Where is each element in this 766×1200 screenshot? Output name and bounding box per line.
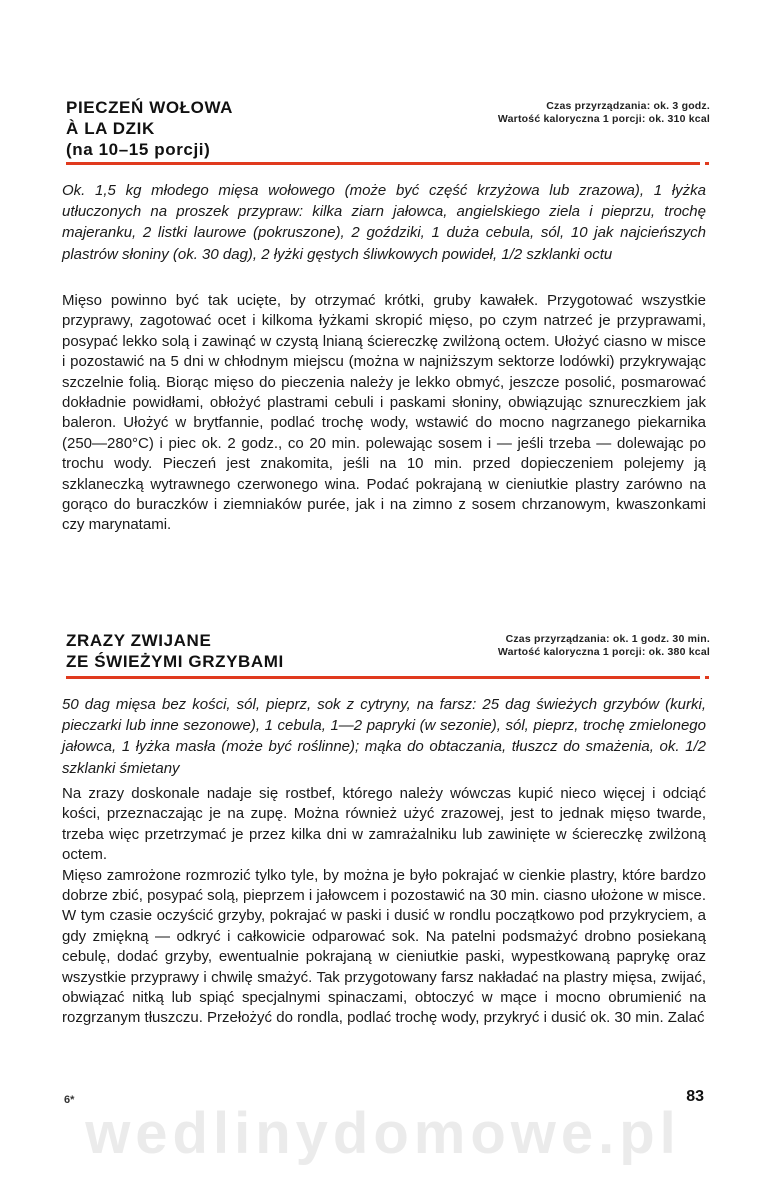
watermark: wedlinydomowe.pl bbox=[85, 1101, 681, 1166]
recipe-portions: (na 10–15 porcji) bbox=[66, 140, 211, 159]
red-divider-rule bbox=[66, 676, 700, 679]
page-number: 83 bbox=[686, 1088, 704, 1105]
recipe-header-2 bbox=[66, 630, 710, 672]
recipe-header-1 bbox=[66, 97, 710, 159]
recipe-title-line: ZRAZY ZWIJANE bbox=[66, 631, 212, 650]
recipe-meta-2 bbox=[498, 633, 710, 658]
recipe-title-2 bbox=[66, 630, 284, 672]
red-divider-dot bbox=[705, 162, 709, 165]
recipe-title-line: PIECZEŃ WOŁOWA bbox=[66, 98, 234, 117]
instruction-paragraph: Mięso zamrożone rozmrozić tylko tyle, by można je było pokrajać w cienkie plastry, które bardzo dobrze zbić, posypać solą, pieprzem i jałowcem i pozostawić na 30 min. ciasno ułożone w misce. W tym czasie oczyścić grzyby, pokrajać w paski i dusić w rondlu początkowo pod przykryciem, a gdy zmiękną — odkryć i całkowicie odparować sok. Na patelni podsmażyć drobno posiekaną cebulę, dodać grzyby, ewentualnie pokrajaną w cieniutkie paski, wypestkowaną paprykę oraz wszystkie przyprawy i chwilę smażyć. Tak przygotowany farsz nakładać na plastry mięsa, zwijać, obwiązać nitką lub spiąć specjalnymi spinaczami, obtoczyć w mące i mocno obrumienić na rozgrzanym tłuszczu. Przełożyć do rondla, podlać trochę wody, przykryć i dusić ok. 30 min. Zalać bbox=[62, 866, 706, 1027]
red-divider-rule bbox=[66, 162, 700, 165]
calories: Wartość kaloryczna 1 porcji: ok. 310 kcal bbox=[497, 112, 710, 125]
ingredients-list-2: 50 dag mięsa bez kości, sól, pieprz, sok z cytryny, na farsz: 25 dag świeżych grzybów (kurki, pieczarki lub inne sezonowe), 1 cebula, 1—2 papryki (w sezonie), sól, pieprz, trochę zmielonego jałowca, 1 łyżka masła (może być roślinne); mąka do obtaczania, tłuszcz do smażenia, ok. 1/2 szklanki śmietany bbox=[62, 696, 706, 777]
red-divider-dot bbox=[705, 676, 709, 679]
recipe-instructions-2 bbox=[62, 784, 706, 1029]
calories: Wartość kaloryczna 1 porcji: ok. 380 kcal bbox=[497, 645, 710, 658]
recipe-title-line: ZE ŚWIEŻYMI GRZYBAMI bbox=[66, 652, 284, 671]
ingredients-list-1: Ok. 1,5 kg młodego mięsa wołowego (może być część krzyżowa lub zrazowa), 1 łyżka utłuczonych na proszek przypraw: kilka ziarn jałowca, angielskiego ziela i pieprzu, trochę majeranku, 2 listki laurowe (pokruszone), 2 goździki, 1 duża cebula, sól, 10 jak najcieńszych plastrów słoniny (ok. 30 dag), 2 łyżki gęstych śliwkowych powideł, 1/2 szklanki octu bbox=[62, 182, 706, 263]
recipe-title-line: À LA DZIK bbox=[66, 119, 155, 138]
prep-time: Czas przyrządzania: ok. 1 godz. 30 min. bbox=[505, 633, 710, 645]
recipe-instructions-1 bbox=[62, 291, 706, 536]
instruction-paragraph: Mięso powinno być tak ucięte, by otrzymać krótki, gruby kawałek. Przygotować wszystkie przyprawy, zagotować ocet i kilkoma łyżkami skropić mięso, po czym natrzeć je przyprawami, posypać lekko solą i zawinąć w czystą lnianą ściereczkę zwilżoną octem. Ułożyć ciasno w misce i pozostawić na 5 dni w chłodnym miejscu (można w najniższym sektorze lodówki) przykrywając szczelnie folią. Biorąc mięso do pieczenia należy je lekko obmyć, jeszcze posolić, posmarować dokładnie powidłami, obłożyć plastrami cebuli i paskami słoniny, obwiązując sznureczkiem jak baleron. Ułożyć w brytfannie, podlać trochę wody, wstawić do mocno nagrzanego piekarnika (250—280°C) i piec ok. 2 godz., co 20 min. polewając sosem i — jeśli trzeba — dolewając po trochu wody. Pieczeń jest znakomita, jeśli na 10 min. przed dopieczeniem polejemy ją szklaneczką wytrawnego czerwonego wina. Podać pokrajaną w cieniutkie plastry zarówno na gorąco do buraczków i ziemniaków purée, jak i na zimno z sosem chrzanowym, kwaszonkami czy marynatami. bbox=[62, 292, 706, 534]
signature-mark: 6* bbox=[64, 1094, 75, 1106]
instruction-paragraph: Na zrazy doskonale nadaje się rostbef, którego należy wówczas kupić nieco więcej i odciąć kości, przeznaczając je na zupę. Można również użyć zrazowej, jest to jednak mięso twarde, trzeba więc przetrzymać je przez kilka dni w zamrażalniku lub zawinięte w ściereczkę zwilżoną octem. bbox=[62, 785, 706, 864]
recipe-meta-1 bbox=[498, 100, 710, 125]
recipe-title-1 bbox=[66, 97, 233, 160]
prep-time: Czas przyrządzania: ok. 3 godz. bbox=[546, 100, 710, 112]
